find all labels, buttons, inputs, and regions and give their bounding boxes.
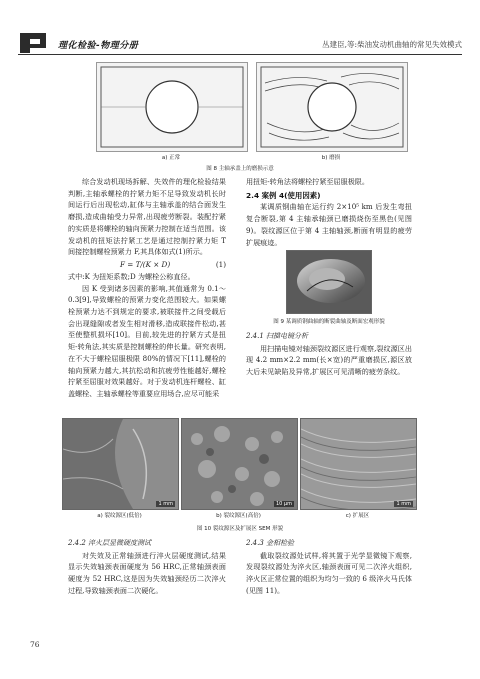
- bottom-right-column: [246, 538, 412, 597]
- page-number: 76: [30, 640, 40, 649]
- equation-1: [68, 258, 226, 271]
- figure8-normal-image: [96, 62, 248, 152]
- figure9-photo: [286, 250, 372, 314]
- figure10-label-b: b) 裂纹源区(高倍): [216, 513, 261, 519]
- equation-formula: F = T/(K × D): [120, 259, 171, 269]
- figure10-label-c: c) 扩展区: [345, 513, 370, 519]
- bottom-left-paragraph: 对失效及正常轴颈进行淬火层硬度测试,结果显示失效轴颈表面硬度为 56 HRC,正常轴颈表面硬度为 52 HRC,这是因为失效轴颈经历二次淬火过程,导致轴颈表面二次硬化。: [68, 550, 226, 595]
- right-column-top: [246, 176, 412, 248]
- figure10-label-a: a) 裂纹源区(低倍): [97, 513, 142, 519]
- header-rule: [18, 54, 462, 55]
- figure10-image-c: [300, 418, 417, 510]
- bottom-left-column: [68, 538, 226, 597]
- journal-logo: [18, 30, 52, 56]
- scale-label-a: 1 mm: [158, 501, 173, 507]
- scale-label-c: 1 mm: [396, 501, 411, 507]
- left-paragraph-2: 式中:K 为扭矩系数;D 为螺栓公称直径。: [68, 271, 195, 281]
- right-paragraph-3: 用扫描电镜对轴颈裂纹源区进行观察,裂纹源区出现 4.2 mm×2.2 mm(长×宽)的严重磨损区,源区放大后未见缺陷及异常,扩展区可见清晰的疲劳条纹。: [246, 343, 412, 377]
- left-column: [68, 176, 226, 400]
- left-paragraph-1: 综合发动机现场拆解、失效件的理化检验结果判断,主轴承螺栓的拧紧力矩不足导致发动机长时间运行后出现松动,缸体与主轴承盖的结合面发生磨损,造成曲轴受力异常,出现疲劳断裂。装配拧紧的实质是将螺栓的轴向预紧力控制在适当范围。该发动机的扭矩法拧紧工艺是通过控制拧紧力矩 T 间接控制螺栓预紧力 F,其具体如式(1)所示。: [68, 177, 226, 257]
- journal-name: 理化检验-物理分册: [58, 41, 139, 51]
- scale-label-b: 10 μm: [275, 501, 292, 507]
- figure10-image-a: [62, 418, 179, 510]
- figure8-caption: 图 8 主轴承盖上的磨损示意: [206, 166, 274, 172]
- figure8-worn-image: [256, 62, 408, 152]
- subsection-2-4-2-title: 2.4.2 淬火层显微硬度测试: [68, 539, 152, 547]
- right-column-bottom: [246, 331, 412, 378]
- left-paragraph-3: 因 K 受到诸多因素的影响,其值通常为 0.1～0.3[9],导致螺栓的预紧力变化范围较大。如果螺栓预紧力达不到规定的要求,被联接件之间受载后会出现缝隙或者发生相对滑移,造成联接件松动,甚至使整机损坏[10]。目前,较先进的拧紧方式是扭矩-转角法,其实质是控制螺栓的伸长量。研究表明,在不大于螺栓屈服极限 80%的情况下[11],螺栓的轴向预紧力越大,其抗松动和抗疲劳性能越好,螺栓拧紧至屈服对效果越好。对于发动机连杆螺栓、缸盖螺栓、主轴承螺栓等重要应用场合,应尽可能采: [68, 283, 226, 398]
- subsection-2-4-1-title: 2.4.1 扫描电镜分析: [246, 332, 309, 340]
- bottom-right-paragraph: 截取裂纹源处试样,将其置于光学显微镜下观察,发现裂纹源处为淬火区,轴颈表面可见二次淬火组织,淬火区正常位置的组织为均匀一致的 6 级淬火马氏体(见图 11)。: [246, 550, 412, 595]
- figure10-image-b: [181, 418, 298, 510]
- right-paragraph-1: 用扭矩-转角法将螺栓拧紧至屈服极限。: [246, 177, 369, 186]
- figure10-caption: 图 10 裂纹源区及扩展区 SEM 形貌: [196, 526, 284, 532]
- figure9-caption: 图 9 某调质钢曲轴的断裂曲轴及断面宏观形貌: [273, 319, 385, 325]
- equation-number: (1): [215, 259, 226, 269]
- subsection-2-4-3-title: 2.4.3 金相检验: [246, 539, 295, 547]
- section-2-4-title: 2.4 案例 4(使用因素): [246, 190, 321, 200]
- right-paragraph-2: 某调质钢曲轴在运行约 2×10⁵ km 后发生弯扭复合断裂,第 4 主轴承轴颈已磨损烧伤至黑色(见图 9)。裂纹源区位于第 4 主轴轴颈,断面有明显的疲劳扩展痕迹。: [246, 202, 412, 247]
- figure8-label-b: b) 磨损: [321, 155, 341, 161]
- figure8-label-a: a) 正常: [161, 155, 181, 161]
- running-title: 丛建臣,等:柴油发动机曲轴的常见失效模式: [322, 40, 462, 49]
